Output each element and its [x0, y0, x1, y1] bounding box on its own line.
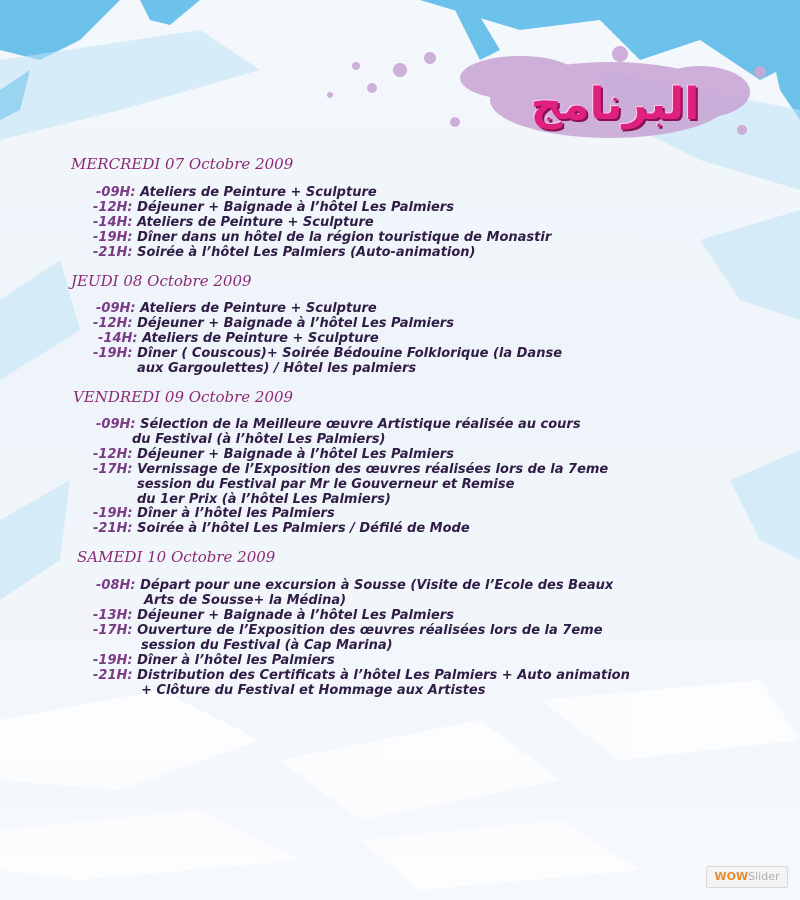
schedule-item: -19H: Dîner ( Couscous)+ Soirée Bédouine Folklorique (la Danse aux Gargoulettes) / Hôtel les palmiers [93, 346, 563, 376]
schedule-item: -09H: Ateliers de Peinture + Sculpture [96, 301, 377, 316]
schedule-item: -21H: Distribution des Certificats à l’hôtel Les Palmiers + Auto animation + Clôture du Festival et Hommage aux Artistes [93, 668, 630, 698]
schedule-item: -17H: Ouverture de l’Exposition des œuvres réalisées lors de la 7eme session du Festival (à Cap Marina) [93, 623, 603, 653]
wowslider-watermark[interactable]: WOWSlider [706, 866, 788, 888]
schedule-item: -19H: Dîner à l’hôtel les Palmiers [93, 506, 335, 521]
schedule-item: -09H: Sélection de la Meilleure œuvre Artistique réalisée au cours du Festival (à l’hôtel Les Palmiers) [96, 417, 581, 447]
schedule-item: -13H: Déjeuner + Baignade à l’hôtel Les Palmiers [93, 608, 454, 623]
day-heading-mercredi: MERCREDI 07 Octobre 2009 [71, 155, 294, 173]
schedule-item: -08H: Départ pour une excursion à Sousse (Visite de l’Ecole des Beaux Arts de Sousse+ la Médina) [96, 578, 614, 608]
schedule-item: -12H: Déjeuner + Baignade à l’hôtel Les Palmiers [93, 447, 454, 462]
schedule-item: -14H: Ateliers de Peinture + Sculpture [93, 215, 374, 230]
day-heading-jeudi: JEUDI 08 Octobre 2009 [71, 272, 252, 290]
schedule-item: -21H: Soirée à l’hôtel Les Palmiers / Défilé de Mode [93, 521, 470, 536]
day-heading-samedi: SAMEDI 10 Octobre 2009 [77, 548, 276, 566]
schedule-item: -17H: Vernissage de l’Exposition des œuvres réalisées lors de la 7eme session du Festival par Mr le Gouverneur et Remise du 1er Prix (à l’hôtel Les Palmiers) [93, 462, 609, 507]
white-strokes [0, 680, 800, 890]
schedule-item: -12H: Déjeuner + Baignade à l’hôtel Les Palmiers [93, 316, 454, 331]
schedule-item: -19H: Dîner dans un hôtel de la région touristique de Monastir [93, 230, 552, 245]
schedule-item: -12H: Déjeuner + Baignade à l’hôtel Les Palmiers [93, 200, 454, 215]
schedule-item: -19H: Dîner à l’hôtel les Palmiers [93, 653, 335, 668]
day-heading-vendredi: VENDREDI 09 Octobre 2009 [73, 388, 294, 406]
schedule-item: -21H: Soirée à l’hôtel Les Palmiers (Auto-animation) [93, 245, 476, 260]
page-title: البرنامج [530, 79, 700, 130]
schedule-item: -09H: Ateliers de Peinture + Sculpture [96, 185, 377, 200]
schedule-item: -14H: Ateliers de Peinture + Sculpture [98, 331, 379, 346]
